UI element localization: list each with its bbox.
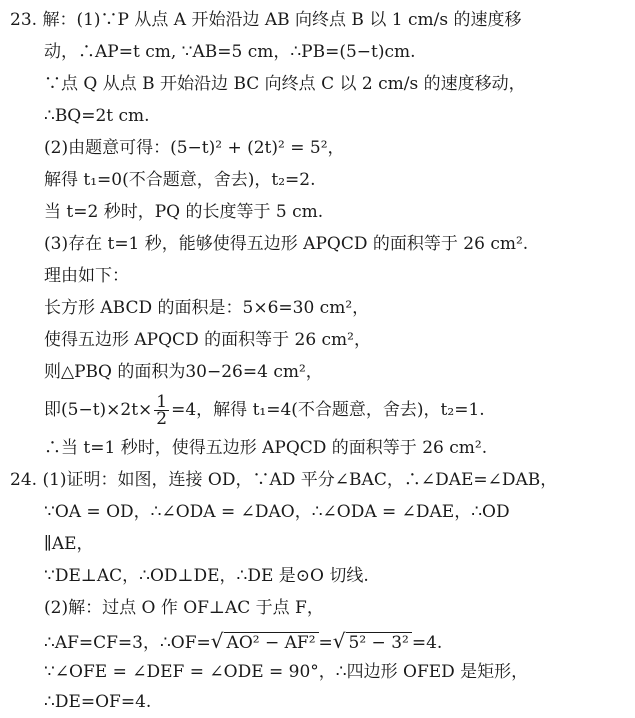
p24-line-6: [0, 626, 635, 658]
of-equation-end: =4.: [411, 633, 443, 653]
p23-line-4: ∴BQ=2t cm.: [44, 106, 150, 126]
fraction-one-half: [154, 394, 169, 427]
p23-line-10: 长方形 ABCD 的面积是：5×6=30 cm²，: [44, 298, 370, 318]
fraction-numerator: 1: [156, 392, 168, 412]
p23-line-7: 当 t=2 秒时，PQ 的长度等于 5 cm.: [44, 202, 324, 222]
area-equation-start: 即(5−t)×2t×: [44, 400, 153, 420]
sqrt-argument-1: AO² − AF²: [224, 632, 319, 653]
sqrt-icon: √: [332, 629, 346, 653]
p23-line-13: [0, 392, 635, 428]
equals-sign: =: [318, 633, 333, 653]
of-equation-start: ∴AF=CF=3，∴OF=: [44, 633, 211, 653]
p24-line-7: ∵∠OFE = ∠DEF = ∠ODE = 90°，∴四边形 OFED 是矩形，: [44, 662, 529, 682]
sqrt-radical-1: [211, 626, 319, 658]
area-equation-end: =4，解得 t₁=4(不合题意，舍去)，t₂=1.: [171, 400, 485, 420]
p23-line-5: (2)由题意可得：(5−t)² + (2t)² = 5²，: [44, 138, 345, 158]
p24-line-2: ∵OA = OD，∴∠ODA = ∠DAO，∴∠ODA = ∠DAE，∴OD: [44, 502, 510, 522]
p23-line-6: 解得 t₁=0(不合题意，舍去)，t₂=2.: [44, 170, 316, 190]
p23-line-8: (3)存在 t=1 秒，能够使得五边形 APQCD 的面积等于 26 cm².: [44, 234, 529, 254]
p24-line-3: ∥AE，: [44, 534, 94, 554]
p23-line-3: ∵点 Q 从点 B 开始沿边 BC 向终点 C 以 2 cm/s 的速度移动，: [44, 74, 526, 94]
sqrt-icon: √: [210, 629, 224, 653]
p23-line-12: 则△PBQ 的面积为30−26=4 cm²，: [44, 362, 323, 382]
p24-line-8: ∴DE=OF=4.: [44, 692, 152, 712]
fraction-denominator: 2: [156, 409, 168, 429]
p23-line-11: 使得五边形 APQCD 的面积等于 26 cm²，: [44, 330, 371, 350]
p23-line-1: 23. 解：(1)∵P 从点 A 开始沿边 AB 向终点 B 以 1 cm/s 的速度移: [10, 10, 522, 30]
p23-line-9: 理由如下：: [44, 266, 129, 286]
p23-line-14: ∴当 t=1 秒时，使得五边形 APQCD 的面积等于 26 cm².: [44, 438, 488, 458]
p24-line-1: 24. (1)证明：如图，连接 OD，∵AD 平分∠BAC，∴∠DAE=∠DAB，: [10, 470, 558, 490]
p23-line-2: 动，∴AP=t cm, ∵AB=5 cm，∴PB=(5−t)cm.: [44, 42, 416, 62]
sqrt-radical-2: [333, 626, 412, 658]
p24-line-4: ∵DE⊥AC，∴OD⊥DE，∴DE 是⊙O 切线.: [44, 566, 369, 586]
sqrt-argument-2: 5² − 3²: [346, 632, 412, 653]
p24-line-5: (2)解：过点 O 作 OF⊥AC 于点 F，: [44, 598, 324, 618]
